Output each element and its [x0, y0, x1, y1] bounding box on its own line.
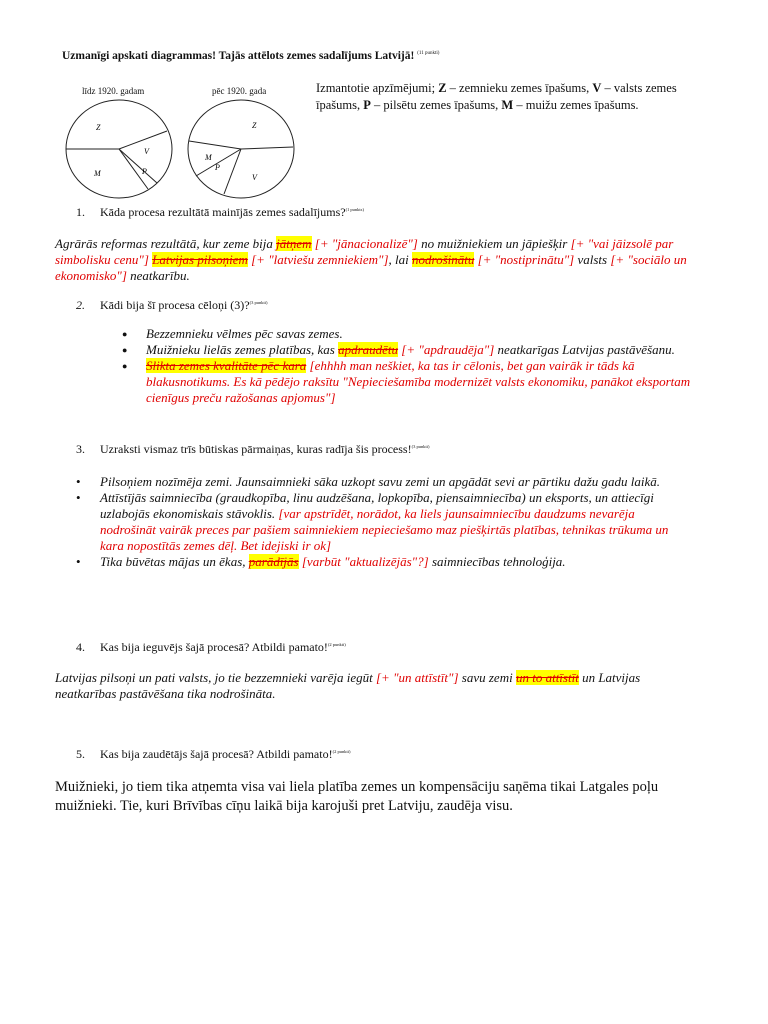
answer-3-correction: [varbūt "aktualizējās"?] [298, 554, 429, 569]
pie-2-label-v: V [252, 173, 257, 182]
pie-2-title: pēc 1920. gada [212, 86, 267, 96]
legend-z-key: Z [438, 81, 447, 95]
legend-v-key: V [592, 81, 602, 95]
question-4-text: Kas bija ieguvējs šajā procesā? Atbildi pamato! [100, 640, 328, 654]
question-5-text: Kas bija zaudētājs šajā procesā? Atbildi pamato! [100, 747, 333, 761]
answer-2-item-3: ● Slikta zemes kvalitāte pēc kara [ehhhh man neškiet, ka tas ir cēlonis, bet gan vairāk ir tāds kā blakusnotikums. Es kā pēdējo raksītu "Nepieciešamība modernizēt valsts ekonomiku, panākot eksportam cienīgus preču ražošanas apjomus"] [122, 358, 691, 405]
answer-1-correction: [+ "latviešu zemniekiem"] [247, 252, 389, 267]
answer-3-item-3-text: Tika būvētas mājas un ēkas, [100, 554, 249, 569]
question-3 [76, 442, 429, 457]
question-1 [76, 205, 364, 220]
answer-2-strike: apdraudētu [338, 342, 399, 357]
title-text: Uzmanīgi apskati diagrammas! Tajās attēlots zemes sadalījums Latvijā! [62, 50, 415, 62]
question-2-text: Kādi bija šī procesa cēloņi (3)? [100, 298, 250, 312]
pie-1-title: līdz 1920. gadam [82, 86, 145, 96]
pie-1-label-p: P [142, 167, 147, 176]
answer-4-text: Latvijas pilsoņi un pati valsts, jo tie bezzemnieki varēja iegūt [55, 670, 376, 685]
question-4-points: (2 punkti) [327, 642, 346, 647]
question-5-points: (2 punkti) [332, 749, 351, 754]
pie-1-label-v: V [144, 147, 149, 156]
answer-1-text: Agrārās reformas rezultātā, kur zeme bija [55, 236, 277, 251]
legend-intro: Izmantotie apzīmējumi; [316, 81, 436, 95]
pie-2-label-p: P [215, 163, 220, 172]
answer-2-correction: [+ "apdraudēja"] [398, 342, 495, 357]
answer-1-text: valsts [574, 252, 611, 267]
answer-2-item-1-text: Bezzemnieku vēlmes pēc savas zemes. [146, 326, 343, 341]
question-1-number: 1. [76, 205, 85, 219]
question-2 [76, 298, 267, 313]
pie-2-label-z: Z [252, 121, 257, 130]
answer-3-item-3-text: saimniecības tehnoloģija. [428, 554, 566, 569]
question-3-points: (3 punkti) [411, 444, 430, 449]
answer-3-item-3: • Tika būvētas mājas un ēkas, parādījās [varbūt "aktualizējās"?] saimniecības tehnoloģija. [76, 554, 566, 569]
answer-1-strike: jātņem [276, 236, 312, 251]
answer-1-correction: [+ "vai jāizsolē par simbolisku cenu"] [55, 236, 674, 267]
answer-5: Muižnieki, jo tiem tika atņemta visa vai liela platība zemes un kompensāciju saņēma tikai Latgales poļu muižnieki. Tie, kuri Brīvības cīņu laikā bija karojuši pret Latviju, zaudēja visu. [55, 779, 659, 814]
pie-2-label-m: M [205, 153, 212, 162]
answer-4-correction: [+ "un attīstīt"] [376, 670, 459, 685]
answer-1-correction: [+ "sociālo un ekonomisko"] [55, 252, 687, 283]
answer-3-correction: [var apstrīdēt, norādot, ka liels jaunsaimniecību daudzums nevarēja nodrošināt vairāk preces par pašiem saimniekiem nepieciešamo maz piešķirtās platības, tehnikas trūkuma un kara nopostītās zemes dēļ. Bet idejiski ir ok] [100, 506, 669, 553]
answer-2-item-2: ● Muižnieku lielās zemes platības, kas apdraudētu [+ "apdraudēja"] neatkarīgas Latvijas pastāvēšanu. [122, 342, 675, 357]
answer-1-text: no muižniekiem un jāpiešķir [417, 236, 571, 251]
question-3-text: Uzraksti vismaz trīs būtiskas pārmaiņas, kuras radīja šis process! [100, 442, 412, 456]
answer-3-item-1: • Pilsoņiem nozīmēja zemi. Jaunsaimnieki sāka uzkopt savu zemi un apgādāt sevi ar pārtiku dažu gadu laikā. [76, 474, 661, 489]
answer-3-strike: parādījās [248, 554, 299, 569]
legend-v-text: – valsts zemes īpašums, [316, 81, 677, 112]
question-4-number: 4. [76, 640, 85, 654]
answer-4-text: savu zemi [458, 670, 516, 685]
pie-1-label-m: M [94, 169, 101, 178]
question-1-text: Kāda procesa rezultātā mainījās zemes sadalījums? [100, 205, 346, 219]
pie-chart-after-1920 [186, 98, 296, 200]
answer-2-item-2-text: Muižnieku lielās zemes platības, kas [146, 342, 339, 357]
legend-p-key: P [363, 98, 371, 112]
answer-2-list [122, 326, 692, 406]
question-5-number: 5. [76, 747, 85, 761]
title-points: (11 punkti) [417, 51, 440, 57]
answer-3-list [76, 474, 676, 570]
answer-2-item-1: ● Bezzemnieku vēlmes pēc savas zemes. [122, 326, 343, 341]
legend-text [316, 80, 716, 114]
pie-1-label-z: Z [96, 123, 101, 132]
answer-3-item-1-text: Pilsoņiem nozīmēja zemi. Jaunsaimnieki sāka uzkopt savu zemi un apgādāt sevi ar pārtiku dažu gadu laikā. [100, 474, 661, 489]
answer-4-strike: un to attīstīt [515, 670, 579, 685]
answer-1-correction: [+ "jānacionalizē"] [311, 236, 418, 251]
answer-4-text: un Latvijas neatkarības pastāvēšana tika nodrošināta. [55, 670, 641, 701]
legend-p-text: – pilsētu zemes īpašums, [370, 98, 502, 112]
question-3-number: 3. [76, 442, 85, 456]
question-2-number: 2. [76, 298, 85, 312]
answer-1-text: , lai [388, 252, 412, 267]
legend-m-key: M [501, 98, 514, 112]
question-1-points: (1 punkts) [345, 207, 364, 212]
legend-m-text: – muižu zemes īpašums. [513, 98, 639, 112]
legend-z-text: – zemnieku zemes īpašums, [446, 81, 593, 95]
answer-4 [55, 670, 695, 702]
pie-chart-before-1920 [64, 98, 174, 200]
answer-2-correction: [ehhhh man neškiet, ka tas ir cēlonis, bet gan vairāk ir tāds kā blakusnotikums. Es kā pēdējo raksītu "Nepieciešamība modernizēt valsts ekonomiku, panākot eksportam cienīgus preču ražošanas apjomus"] [146, 358, 691, 405]
answer-1-correction: [+ "nostiprinātu"] [474, 252, 575, 267]
worksheet-title [62, 50, 439, 62]
answer-1-text: neatkarību. [126, 268, 190, 283]
question-2-points: (3 punkti) [249, 300, 268, 305]
answer-3-item-2-text: Attīstījās saimniecība (graudkopība, linu audzēšana, lopkopība, piensaimniecība) un eksports, un attiecīgi uzlabojās ekonomiskais stāvoklis. [100, 490, 654, 521]
answer-1-strike: nodrošinātu [412, 252, 475, 267]
answer-3-item-2: • Attīstījās saimniecība (graudkopība, linu audzēšana, lopkopība, piensaimniecība) un eksports, un attiecīgi uzlabojās ekonomiskais stāvoklis. [var apstrīdēt, norādot, ka liels jaunsaimniecību daudzums nevarēja nodrošināt vairāk preces par pašiem saimniekiem nepieciešamo maz piešķirtās platības, tehnikas trūkuma un kara nopostītās zemes dēļ. Bet idejiski ir ok] [76, 490, 669, 553]
question-4 [76, 640, 346, 655]
answer-1-strike: Latvijas pilsoņiem [152, 252, 248, 267]
answer-2-item-2-text: neatkarīgas Latvijas pastāvēšanu. [494, 342, 675, 357]
answer-2-strike: Slikta zemes kvalitāte pēc kara [146, 358, 307, 373]
question-5 [76, 747, 350, 762]
answer-1 [55, 236, 695, 284]
